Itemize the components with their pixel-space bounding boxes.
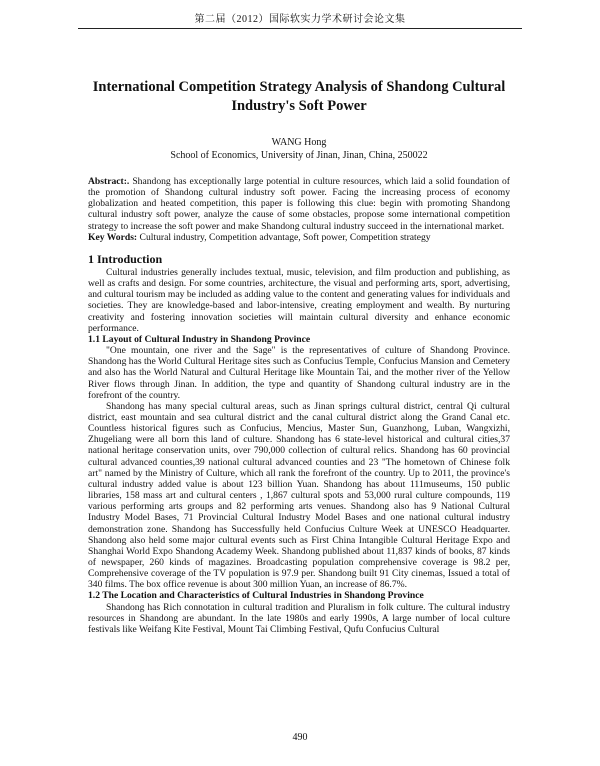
running-header: 第二届（2012）国际软实力学术研讨会论文集 <box>194 14 406 25</box>
page-number: 490 <box>292 732 308 743</box>
location-paragraph-1: Shandong has Rich connotation in cultural tradition and Pluralism in folk culture. The cultural industry resources in Shandong are abundant. In the late 1980s and early 1990s, A large number of local culture festivals like Weifang Kite Festival, Mount Tai Climbing Festival, Qufu Confucius Cultural <box>88 601 510 635</box>
abstract-text: Shandong has exceptionally large potential in culture resources, which laid a solid foundation of the promotion of Shandong cultural industry soft power. Facing the increasing process of economy globalization and heated competition, this paper is following this clue: begin with promoting Shandong cultural industry soft power, analyze the cause of some obstacles, propose some international competition strategy to increase the soft power and make Shandong cultural industry succeed in the international market. <box>88 176 510 232</box>
section-heading-introduction: 1 Introduction <box>88 251 163 266</box>
keywords <box>88 232 510 243</box>
keywords-text: Cultural industry, Competition advantage, Soft power, Competition strategy <box>139 231 431 243</box>
paper-title <box>88 78 510 116</box>
author-affiliation: School of Economics, University of Jinan, Jinan, China, 250022 <box>170 150 428 161</box>
subsection-heading-layout: 1.1 Layout of Cultural Industry in Shandong Province <box>88 333 311 345</box>
layout-paragraph-2: Shandong has many special cultural areas, such as Jinan springs cultural district, central Qi cultural district, east mountain and sea cultural district and the canal cultural district along the Grand Canal etc. Countless historical figures such as Confucius, Mencius, Master Sun, Guanzhong, Luban, Wangxizhi, Zhugeliang were all born this land of culture. Shandong has 6 state-level historical and cultural cities,37 national heritage conservation units, over 790,000 collection of cultural relics. Shandong has 60 provincial cultural advanced counties,39 national cultural advanced counties and 23 "The hometown of Chinese folk art" named by the Ministry of Culture, which all rank the forefront of the country. Up to 2011, the province's cultural industry added value is about 123 billion Yuan. Shandong has about 111museums, 150 public libraries, 158 mass art and cultural centers , 1,867 cultural spots and 53,000 rural culture compounds, 119 various performing arts groups and 82 performing arts venues. Shandong also has 9 National Cultural Industry Model Bases, 71 Provincial Cultural Industry Model Bases and one national cultural industry demonstration zone. Shandong has Successfully held Confucius Culture Week at UNESCO Headquarter. Shandong also held some major cultural events such as First China Intangible Cultural Heritage Expo and Shanghai World Expo Shandong Academy Week. Shandong published about 11,837 kinds of books, 87 kinds of newspaper, 260 kinds of magazines. Broadcasting population comprehensive coverage is 98.2 per, Comprehensive coverage of the TV population is 97.9 per. Shandong built 91 City cinemas, Issued a total of 340 films. The box office revenue is about 300 million Yuan, an increase of 86.7%. <box>88 400 510 591</box>
subsection-heading-location: 1.2 The Location and Characteristics of Cultural Industries in Shandong Province <box>88 590 424 602</box>
paper-title-line-2: Industry's Soft Power <box>231 98 367 114</box>
paper-title-line-1: International Competition Strategy Analysis of Shandong Cultural <box>92 79 506 95</box>
author-name: WANG Hong <box>271 137 327 148</box>
introduction-paragraph: Cultural industries generally includes textual, music, television, and film production and publishing, as well as crafts and design. For some countries, architecture, the visual and performing arts, sport, advertising, and cultural tourism may be included as adding value to the content and generating values for individuals and societies. They are knowledge-based and labor-intensive, creating employment and wealth. By nurturing creativity and fostering innovation societies will maintain cultural diversity and enhance economic performance. <box>88 266 510 334</box>
article-body <box>88 78 510 635</box>
header-rule <box>78 28 522 29</box>
abstract <box>88 176 510 232</box>
keywords-label: Key Words: <box>88 231 138 243</box>
layout-paragraph-1: "One mountain, one river and the Sage" is the representatives of culture of Shandong Province. Shandong has the World Cultural Heritage sites such as Confucius Temple, Confucius Mansion and Cemetery and also has the World Natural and Cultural Heritage like Mountain Tai, and the mother river of the Yellow River flows through Jinan. In addition, the type and quantity of Shandong cultural industry are in the forefront of the country. <box>88 345 510 401</box>
abstract-label: Abstract:. <box>88 176 130 187</box>
